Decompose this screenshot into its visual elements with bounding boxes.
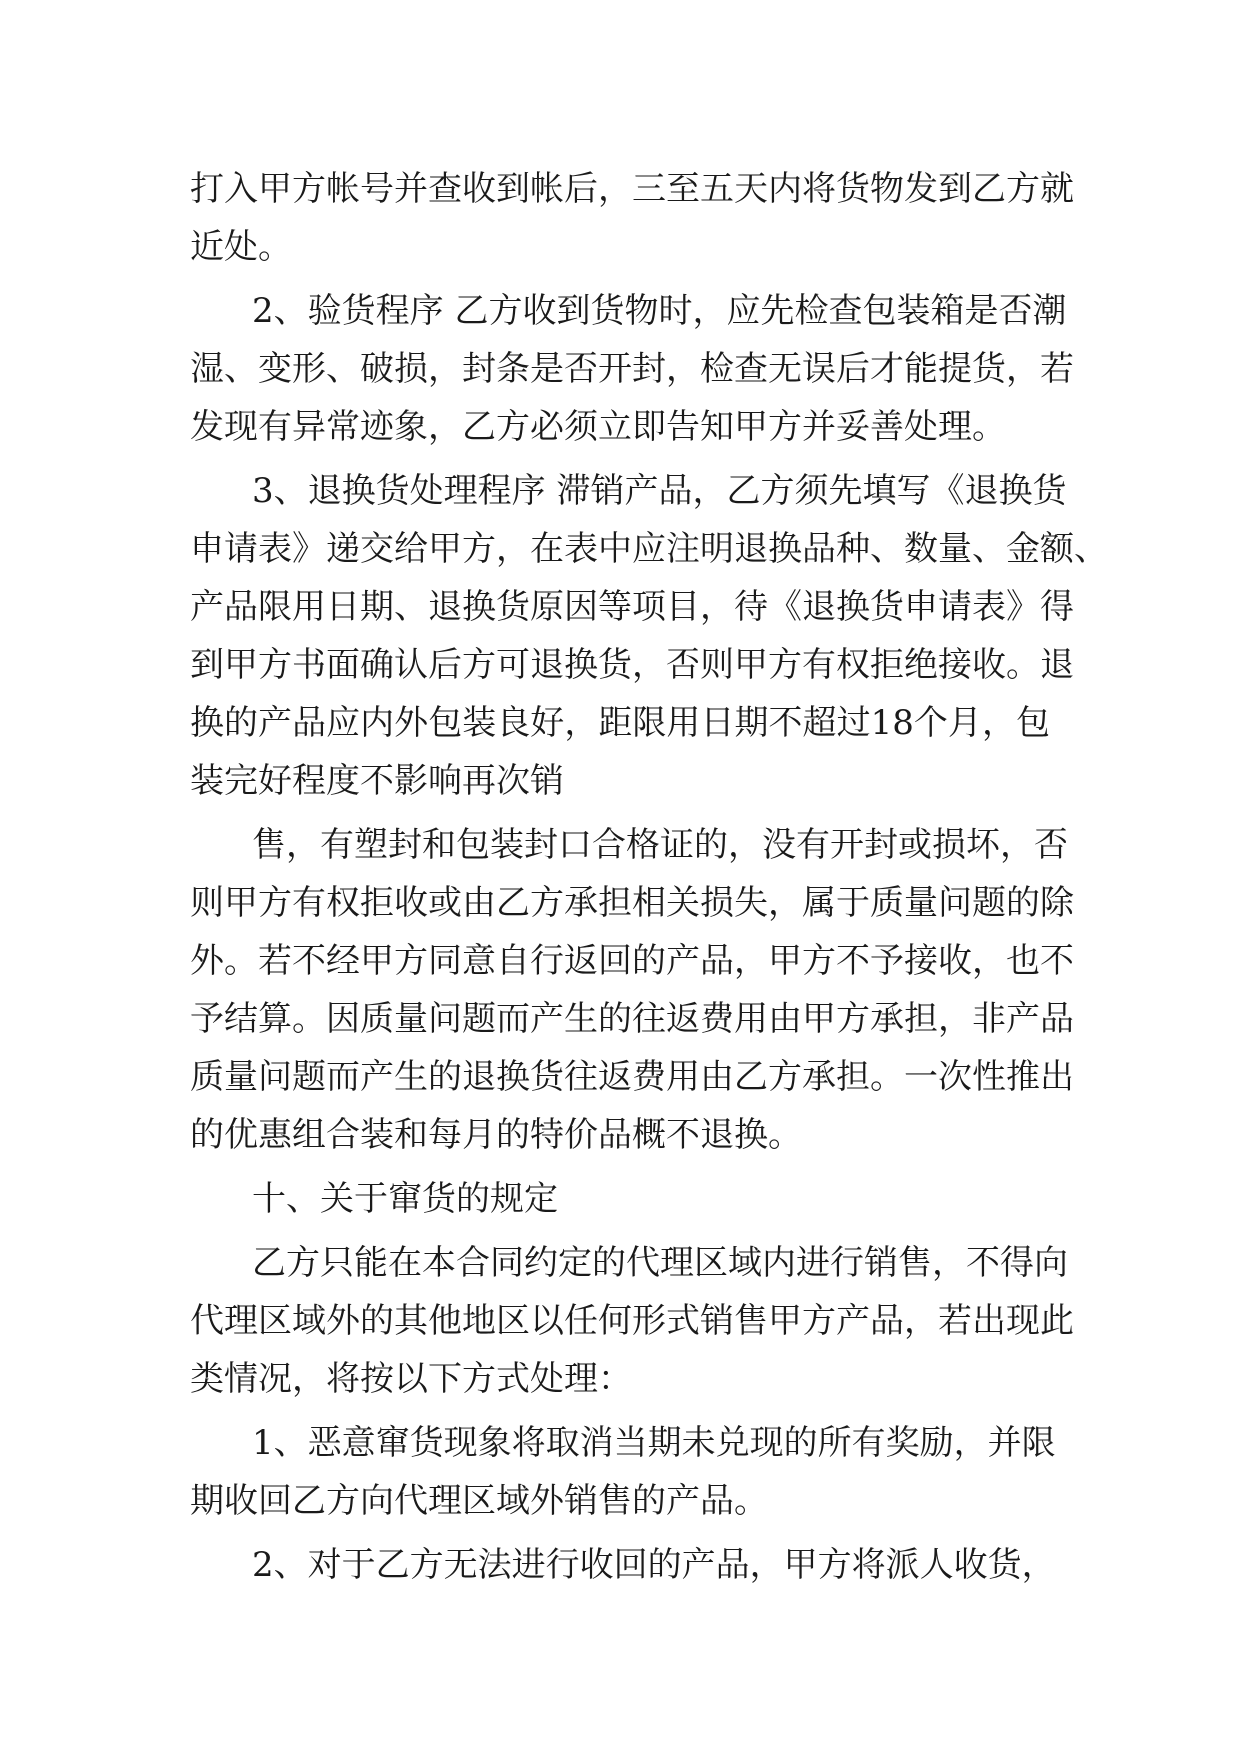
text-line: 外。若不经甲方同意自行返回的产品，甲方不予接收，也不 (190, 941, 1074, 981)
document-body (190, 160, 1108, 1594)
text-line: 1、恶意窜货现象将取消当期未兑现的所有奖励，并限 (252, 1423, 1056, 1463)
text-line: 售，有塑封和包装封口合格证的，没有开封或损坏，否 (252, 825, 1068, 865)
text-line: 换的产品应内外包装良好，距限用日期不超过18个月，包 (190, 703, 1050, 743)
text-line: 到甲方书面确认后方可退换货，否则甲方有权拒绝接收。退 (190, 645, 1074, 685)
text-line: 申请表》递交给甲方，在表中应注明退换品种、数量、金额、 (190, 529, 1108, 569)
text-line: 3、退换货处理程序 滞销产品，乙方须先填写《退换货 (252, 471, 1067, 511)
text-line: 乙方只能在本合同约定的代理区域内进行销售，不得向 (252, 1243, 1068, 1283)
text-line: 打入甲方帐号并查收到帐后，三至五天内将货物发到乙方就 (190, 169, 1074, 209)
section-heading: 十、关于窜货的规定 (252, 1179, 558, 1219)
text-line: 湿、变形、破损，封条是否开封，检查无误后才能提货，若 (190, 349, 1074, 389)
text-line: 予结算。因质量问题而产生的往返费用由甲方承担，非产品 (190, 999, 1074, 1039)
text-line: 质量问题而产生的退换货往返费用由乙方承担。一次性推出 (190, 1057, 1074, 1097)
text-line: 2、验货程序 乙方收到货物时，应先检查包装箱是否潮 (252, 291, 1067, 331)
text-line: 装完好程度不影响再次销 (190, 761, 564, 801)
text-line: 2、对于乙方无法进行收回的产品，甲方将派人收货， (252, 1545, 1056, 1585)
text-line: 发现有异常迹象，乙方必须立即告知甲方并妥善处理。 (190, 407, 1006, 447)
text-line: 类情况，将按以下方式处理： (190, 1359, 632, 1399)
text-line: 则甲方有权拒收或由乙方承担相关损失，属于质量问题的除 (190, 883, 1074, 923)
text-line: 的优惠组合装和每月的特价品概不退换。 (190, 1115, 802, 1155)
text-line: 近处。 (190, 227, 292, 267)
text-line: 代理区域外的其他地区以任何形式销售甲方产品，若出现此 (190, 1301, 1074, 1341)
text-line: 期收回乙方向代理区域外销售的产品。 (190, 1481, 768, 1521)
text-line: 产品限用日期、退换货原因等项目，待《退换货申请表》得 (190, 587, 1074, 627)
